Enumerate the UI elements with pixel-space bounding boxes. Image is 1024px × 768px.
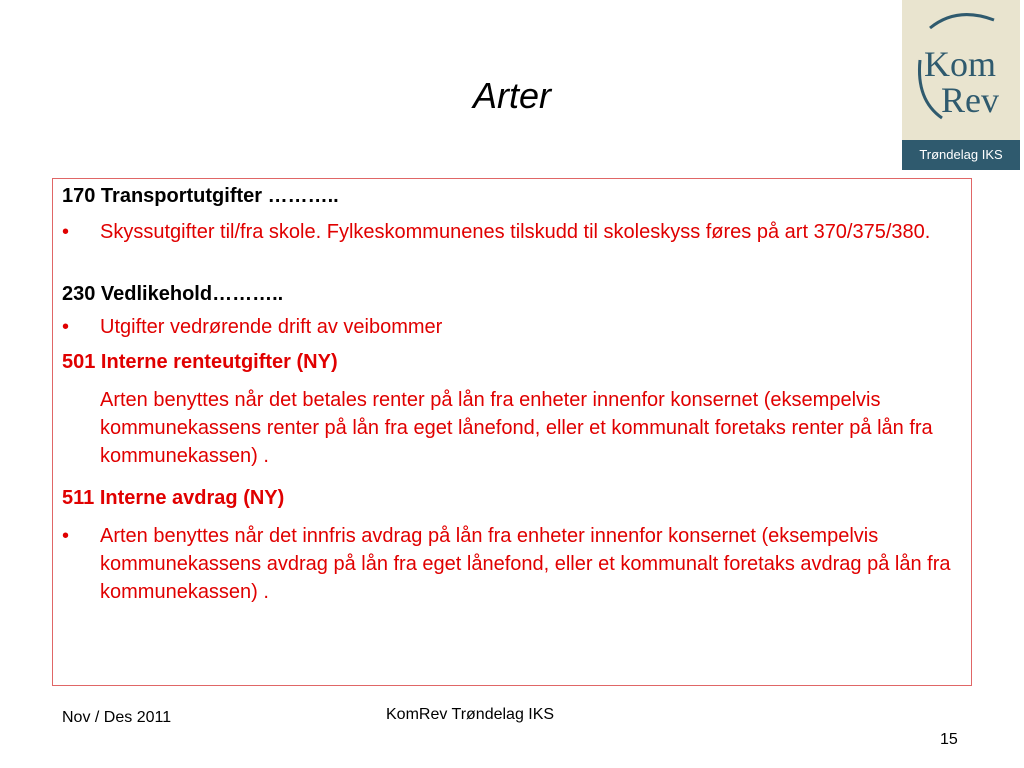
bullet-item-avdrag: [62, 522, 952, 606]
bullet-marker: •: [62, 525, 70, 547]
heading-501: 501 Interne renteutgifter (NY): [62, 351, 338, 373]
logo-emblem: [902, 0, 1020, 140]
logo-band: Trøndelag IKS: [902, 140, 1020, 170]
bullet-item-skyss: [62, 218, 952, 246]
bullet-marker: •: [62, 221, 70, 243]
komrev-logo: [902, 0, 1020, 170]
bullet-text: Skyssutgifter til/fra skole. Fylkeskommunenes tilskudd til skoleskyss føres på art 370/375/380.: [100, 221, 931, 243]
heading-170: 170 Transportutgifter ………..: [62, 185, 339, 207]
paragraph-text: Arten benyttes når det betales renter på lån fra enheter innenfor konsernet (eksempelvis kommunekassens renter på lån fra eget lånefond, eller et kommunalt foretaks renter på lån fra kommunekassen) .: [100, 389, 933, 467]
bullet-text: Utgifter vedrørende drift av veibommer: [100, 316, 443, 338]
paragraph-501: [62, 386, 952, 470]
bullet-item-veibommer: [62, 313, 952, 341]
page-number: 15: [940, 731, 958, 748]
footer-date: Nov / Des 2011: [62, 709, 172, 726]
heading-511: 511 Interne avdrag (NY): [62, 487, 285, 509]
logo-name-line2: Rev: [941, 80, 999, 120]
heading-230: 230 Vedlikehold………..: [62, 283, 284, 305]
footer-org: KomRev Trøndelag IKS: [386, 706, 555, 723]
bullet-text: Arten benyttes når det innfris avdrag på lån fra enheter innenfor konsernet (eksempelvis kommunekassens avdrag på lån fra eget lånefond, eller et kommunalt foretaks avdrag på lån fra kommunekassen) .: [100, 525, 951, 603]
logo-name-line1: Kom: [924, 44, 996, 84]
bullet-marker: •: [62, 316, 70, 338]
slide-title: Arter: [472, 75, 551, 116]
